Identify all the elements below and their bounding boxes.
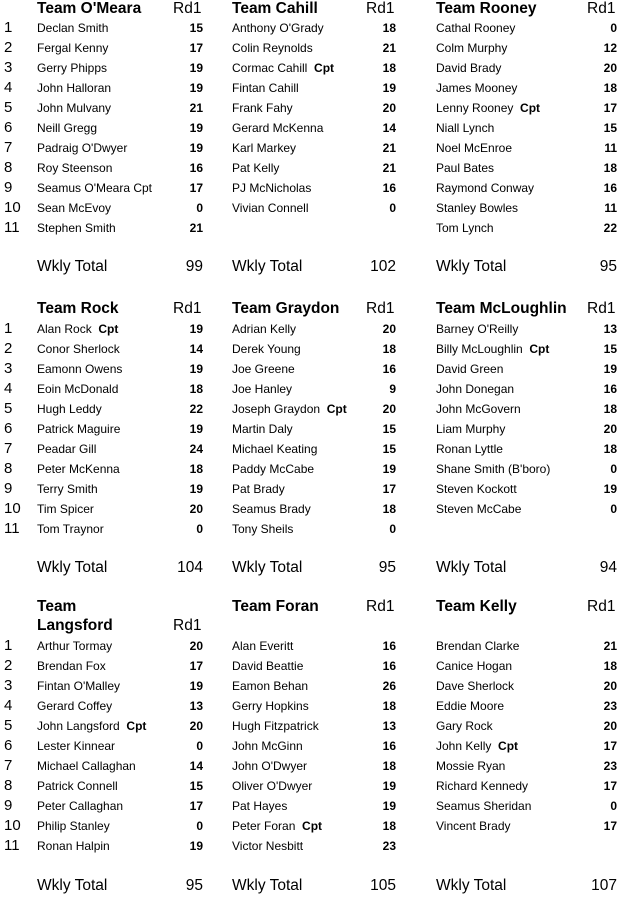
player-name: Colm Murphy [436, 41, 508, 55]
team-title: Team Rock [37, 300, 119, 317]
player-name: Pat Kelly [232, 161, 280, 175]
player-points: 17 [189, 181, 203, 195]
player-points: 11 [604, 201, 617, 215]
player-name: Karl Markey [232, 141, 297, 155]
player-points: 19 [189, 482, 203, 496]
player-points: 21 [189, 221, 203, 235]
player-name: Eoin McDonald [37, 382, 119, 396]
player-points: 18 [382, 502, 396, 516]
player-name: Eamonn Owens [37, 362, 123, 376]
captain-marker: Cpt [320, 402, 347, 416]
player-points: 20 [189, 502, 203, 516]
player-points: 9 [389, 382, 396, 396]
row-number: 4 [4, 697, 13, 714]
player-points: 20 [603, 61, 617, 75]
player-points: 18 [382, 342, 396, 356]
row-number: 4 [4, 79, 13, 96]
player-points: 0 [610, 799, 617, 813]
player-name: Steven Kockott [436, 482, 517, 496]
player-points: 16 [603, 181, 617, 195]
row-number: 3 [4, 677, 13, 694]
player-points: 16 [382, 739, 396, 753]
player-name: Eddie Moore [436, 699, 505, 713]
team-title: Team Rooney [436, 0, 537, 17]
player-name: Patrick Maguire [37, 422, 121, 436]
player-points: 20 [382, 322, 396, 336]
weekly-total-value: 94 [599, 559, 617, 576]
player-name: Mossie Ryan [436, 759, 506, 773]
player-name: Conor Sherlock [37, 342, 120, 356]
player-points: 26 [382, 679, 396, 693]
weekly-total-label: Wkly Total [232, 559, 303, 576]
player-name: Seamus Sheridan [436, 799, 532, 813]
row-number: 10 [4, 500, 21, 517]
player-points: 15 [189, 21, 203, 35]
player-name: Joe Greene [232, 362, 295, 376]
player-points: 20 [603, 422, 617, 436]
weekly-total-value: 104 [177, 559, 203, 576]
row-number: 6 [4, 420, 13, 437]
row-number: 8 [4, 777, 13, 794]
player-name: Brendan Fox [37, 659, 106, 673]
round-label: Rd1 [366, 0, 395, 17]
weekly-total-value: 95 [599, 258, 617, 275]
captain-marker: Cpt [491, 739, 519, 753]
weekly-total-value: 95 [378, 559, 396, 576]
row-number: 9 [4, 797, 13, 814]
player-points: 0 [196, 522, 203, 536]
row-number: 11 [4, 520, 20, 537]
player-points: 21 [382, 41, 396, 55]
player-name: Eamon Behan [232, 679, 309, 693]
player-name: Gerard Coffey [37, 699, 113, 713]
weekly-total-label: Wkly Total [232, 877, 303, 894]
player-points: 21 [189, 101, 203, 115]
player-name: Joseph Graydon Cpt [232, 402, 347, 416]
player-points: 21 [603, 639, 617, 653]
player-points: 19 [189, 141, 203, 155]
row-number: 11 [4, 837, 20, 854]
row-number: 3 [4, 360, 13, 377]
row-number: 5 [4, 400, 13, 417]
player-name: Pat Hayes [232, 799, 288, 813]
team-title: Team O'Meara [37, 0, 142, 17]
player-points: 18 [603, 659, 617, 673]
player-name: Hugh Leddy [37, 402, 102, 416]
player-points: 19 [382, 779, 396, 793]
player-name: Anthony O'Grady [232, 21, 324, 35]
player-points: 0 [610, 462, 617, 476]
player-points: 21 [382, 141, 396, 155]
row-number: 1 [4, 19, 13, 36]
player-points: 14 [189, 342, 203, 356]
player-points: 19 [189, 81, 203, 95]
player-points: 16 [382, 639, 396, 653]
row-number: 11 [4, 219, 20, 236]
player-points: 17 [603, 739, 617, 753]
player-name: Stephen Smith [37, 221, 116, 235]
player-name: Victor Nesbitt [232, 839, 304, 853]
row-number: 2 [4, 657, 13, 674]
player-name: Colin Reynolds [232, 41, 313, 55]
player-name: Alan Rock Cpt [37, 322, 119, 336]
player-name: Peadar Gill [37, 442, 97, 456]
row-number: 3 [4, 59, 13, 76]
player-points: 17 [603, 101, 617, 115]
player-name: John Donegan [436, 382, 515, 396]
player-name: Steven McCabe [436, 502, 522, 516]
player-points: 0 [196, 739, 203, 753]
player-name: Raymond Conway [436, 181, 535, 195]
player-name: Roy Steenson [37, 161, 113, 175]
player-name: Tom Traynor [37, 522, 104, 536]
player-name: Adrian Kelly [232, 322, 297, 336]
player-name: John McGinn [232, 739, 303, 753]
player-name: John Langsford Cpt [37, 719, 147, 733]
player-name: Dave Sherlock [436, 679, 515, 693]
player-points: 19 [382, 462, 396, 476]
player-points: 15 [382, 442, 396, 456]
player-points: 19 [189, 61, 203, 75]
team-title: Team [37, 598, 77, 615]
player-name: Martin Daly [232, 422, 293, 436]
player-points: 20 [189, 719, 203, 733]
player-points: 19 [189, 679, 203, 693]
player-name: Derek Young [232, 342, 301, 356]
player-points: 19 [189, 362, 203, 376]
row-number: 2 [4, 340, 13, 357]
player-points: 19 [189, 322, 203, 336]
player-name: Canice Hogan [436, 659, 513, 673]
player-name: Michael Callaghan [37, 759, 136, 773]
player-points: 0 [389, 522, 396, 536]
player-points: 13 [603, 322, 617, 336]
row-number: 10 [4, 817, 21, 834]
player-name: Paul Bates [436, 161, 495, 175]
player-points: 18 [189, 462, 203, 476]
row-number: 5 [4, 717, 13, 734]
weekly-total-value: 107 [591, 877, 617, 894]
player-points: 23 [603, 699, 617, 713]
player-name: Barney O'Reilly [436, 322, 519, 336]
row-number: 5 [4, 99, 13, 116]
round-label: Rd1 [366, 598, 395, 615]
player-name: Joe Hanley [232, 382, 293, 396]
player-points: 21 [382, 161, 396, 175]
weekly-total-label: Wkly Total [37, 559, 108, 576]
captain-marker: Cpt [91, 322, 119, 336]
player-name: Vincent Brady [436, 819, 511, 833]
player-name: Billy McLoughlin Cpt [436, 342, 550, 356]
row-number: 8 [4, 159, 13, 176]
player-name: David Brady [436, 61, 502, 75]
player-name: David Beattie [232, 659, 304, 673]
team-title: Team Graydon [232, 300, 340, 317]
player-points: 18 [382, 61, 396, 75]
player-name: Fergal Kenny [37, 41, 109, 55]
weekly-total-label: Wkly Total [436, 877, 507, 894]
player-name: John McGovern [436, 402, 521, 416]
row-number: 7 [4, 139, 13, 156]
player-name: John Kelly Cpt [436, 739, 519, 753]
row-number: 6 [4, 737, 13, 754]
player-name: Cormac Cahill Cpt [232, 61, 335, 75]
row-number: 9 [4, 179, 13, 196]
player-name: Peter Foran Cpt [232, 819, 323, 833]
player-points: 14 [382, 121, 396, 135]
weekly-total-label: Wkly Total [232, 258, 303, 275]
round-label: Rd1 [366, 300, 395, 317]
row-number: 7 [4, 440, 13, 457]
player-name: Neill Gregg [37, 121, 98, 135]
player-points: 12 [603, 41, 617, 55]
player-name: John O'Dwyer [232, 759, 307, 773]
player-points: 18 [603, 402, 617, 416]
player-points: 17 [382, 482, 396, 496]
player-points: 20 [382, 402, 396, 416]
player-points: 22 [189, 402, 203, 416]
row-number: 1 [4, 320, 13, 337]
round-label: Rd1 [173, 617, 202, 634]
player-points: 0 [196, 201, 203, 215]
player-name: Peter Callaghan [37, 799, 124, 813]
row-number: 1 [4, 637, 13, 654]
player-name: James Mooney [436, 81, 518, 95]
player-name: Liam Murphy [436, 422, 506, 436]
player-name: Gary Rock [436, 719, 493, 733]
player-name: Arthur Tormay [37, 639, 113, 653]
round-label: Rd1 [173, 0, 202, 17]
player-name: Hugh Fitzpatrick [232, 719, 319, 733]
row-number: 2 [4, 39, 13, 56]
player-name: Sean McEvoy [37, 201, 112, 215]
player-name: Gerry Phipps [37, 61, 108, 75]
player-name: Ronan Lyttle [436, 442, 503, 456]
player-points: 18 [189, 382, 203, 396]
player-name: Peter McKenna [37, 462, 120, 476]
row-number: 9 [4, 480, 13, 497]
round-label: Rd1 [173, 300, 202, 317]
weekly-total-label: Wkly Total [436, 559, 507, 576]
player-name: Tom Lynch [436, 221, 494, 235]
player-name: Paddy McCabe [232, 462, 315, 476]
player-points: 19 [189, 422, 203, 436]
weekly-total-label: Wkly Total [436, 258, 507, 275]
player-name: Stanley Bowles [436, 201, 519, 215]
player-points: 0 [610, 502, 617, 516]
player-points: 15 [603, 121, 617, 135]
player-name: Brendan Clarke [436, 639, 520, 653]
player-name: PJ McNicholas [232, 181, 312, 195]
player-points: 20 [603, 719, 617, 733]
team-title: Team Cahill [232, 0, 318, 17]
captain-marker: Cpt [307, 61, 335, 75]
player-points: 19 [189, 839, 203, 853]
player-points: 18 [382, 21, 396, 35]
player-points: 0 [389, 201, 396, 215]
weekly-total-value: 102 [370, 258, 396, 275]
row-number: 8 [4, 460, 13, 477]
captain-marker: Cpt [522, 342, 550, 356]
player-name: Seamus Brady [232, 502, 311, 516]
player-name: David Green [436, 362, 504, 376]
player-name: Gerry Hopkins [232, 699, 309, 713]
player-name: Lenny Rooney Cpt [436, 101, 541, 115]
player-points: 19 [382, 81, 396, 95]
player-points: 0 [196, 819, 203, 833]
player-name: Michael Keating [232, 442, 318, 456]
player-points: 19 [189, 121, 203, 135]
player-name: Cathal Rooney [436, 21, 516, 35]
player-name: Seamus O'Meara Cpt [37, 181, 153, 195]
team-title: Team Foran [232, 598, 319, 615]
player-points: 24 [189, 442, 203, 456]
player-name: Patrick Connell [37, 779, 118, 793]
player-points: 17 [603, 779, 617, 793]
player-points: 18 [382, 819, 396, 833]
player-points: 18 [382, 759, 396, 773]
player-points: 15 [382, 422, 396, 436]
player-points: 15 [603, 342, 617, 356]
player-name: Philip Stanley [37, 819, 110, 833]
player-points: 13 [189, 699, 203, 713]
player-points: 11 [604, 141, 617, 155]
player-points: 23 [603, 759, 617, 773]
player-points: 20 [189, 639, 203, 653]
player-name: Fintan O'Malley [37, 679, 120, 693]
weekly-total-label: Wkly Total [37, 877, 108, 894]
player-points: 22 [603, 221, 617, 235]
player-points: 17 [603, 819, 617, 833]
player-name: Fintan Cahill [232, 81, 299, 95]
player-name: Vivian Connell [232, 201, 309, 215]
player-name: Shane Smith (B'boro) [436, 462, 551, 476]
player-points: 18 [603, 81, 617, 95]
captain-marker: Cpt [119, 719, 147, 733]
player-name: Padraig O'Dwyer [37, 141, 128, 155]
player-points: 16 [382, 362, 396, 376]
player-points: 16 [603, 382, 617, 396]
team-title: Langsford [37, 617, 113, 634]
player-points: 17 [189, 659, 203, 673]
player-name: Alan Everitt [232, 639, 294, 653]
player-points: 19 [382, 799, 396, 813]
row-number: 10 [4, 199, 21, 216]
player-name: Gerard McKenna [232, 121, 324, 135]
player-points: 20 [603, 679, 617, 693]
player-points: 23 [382, 839, 396, 853]
round-label: Rd1 [587, 598, 616, 615]
row-number: 6 [4, 119, 13, 136]
player-points: 20 [382, 101, 396, 115]
weekly-total-value: 95 [185, 877, 203, 894]
player-name: Terry Smith [37, 482, 98, 496]
row-number: 7 [4, 757, 13, 774]
player-points: 19 [603, 482, 617, 496]
weekly-total-value: 99 [185, 258, 203, 275]
player-points: 18 [603, 161, 617, 175]
player-points: 13 [382, 719, 396, 733]
team-title: Team Kelly [436, 598, 517, 615]
player-name: Tim Spicer [37, 502, 94, 516]
player-points: 15 [189, 779, 203, 793]
player-name: Pat Brady [232, 482, 285, 496]
player-points: 14 [189, 759, 203, 773]
player-name: Lester Kinnear [37, 739, 116, 753]
player-points: 18 [382, 699, 396, 713]
team-title: Team McLoughlin [436, 300, 567, 317]
round-label: Rd1 [587, 300, 616, 317]
player-name: Declan Smith [37, 21, 109, 35]
captain-marker: Cpt [295, 819, 323, 833]
player-points: 0 [610, 21, 617, 35]
round-label: Rd1 [587, 0, 616, 17]
player-name: Ronan Halpin [37, 839, 110, 853]
player-points: 17 [189, 799, 203, 813]
player-name: Richard Kennedy [436, 779, 529, 793]
player-name: John Halloran [37, 81, 112, 95]
player-name: Frank Fahy [232, 101, 293, 115]
player-points: 18 [603, 442, 617, 456]
player-name: Tony Sheils [232, 522, 294, 536]
player-name: Noel McEnroe [436, 141, 513, 155]
weekly-total-value: 105 [370, 877, 396, 894]
captain-marker: Cpt [513, 101, 541, 115]
player-name: John Mulvany [37, 101, 112, 115]
player-points: 17 [189, 41, 203, 55]
player-points: 16 [382, 181, 396, 195]
row-number: 4 [4, 380, 13, 397]
player-name: Oliver O'Dwyer [232, 779, 313, 793]
player-points: 16 [382, 659, 396, 673]
player-points: 19 [603, 362, 617, 376]
player-name: Niall Lynch [436, 121, 495, 135]
player-points: 16 [189, 161, 203, 175]
weekly-total-label: Wkly Total [37, 258, 108, 275]
